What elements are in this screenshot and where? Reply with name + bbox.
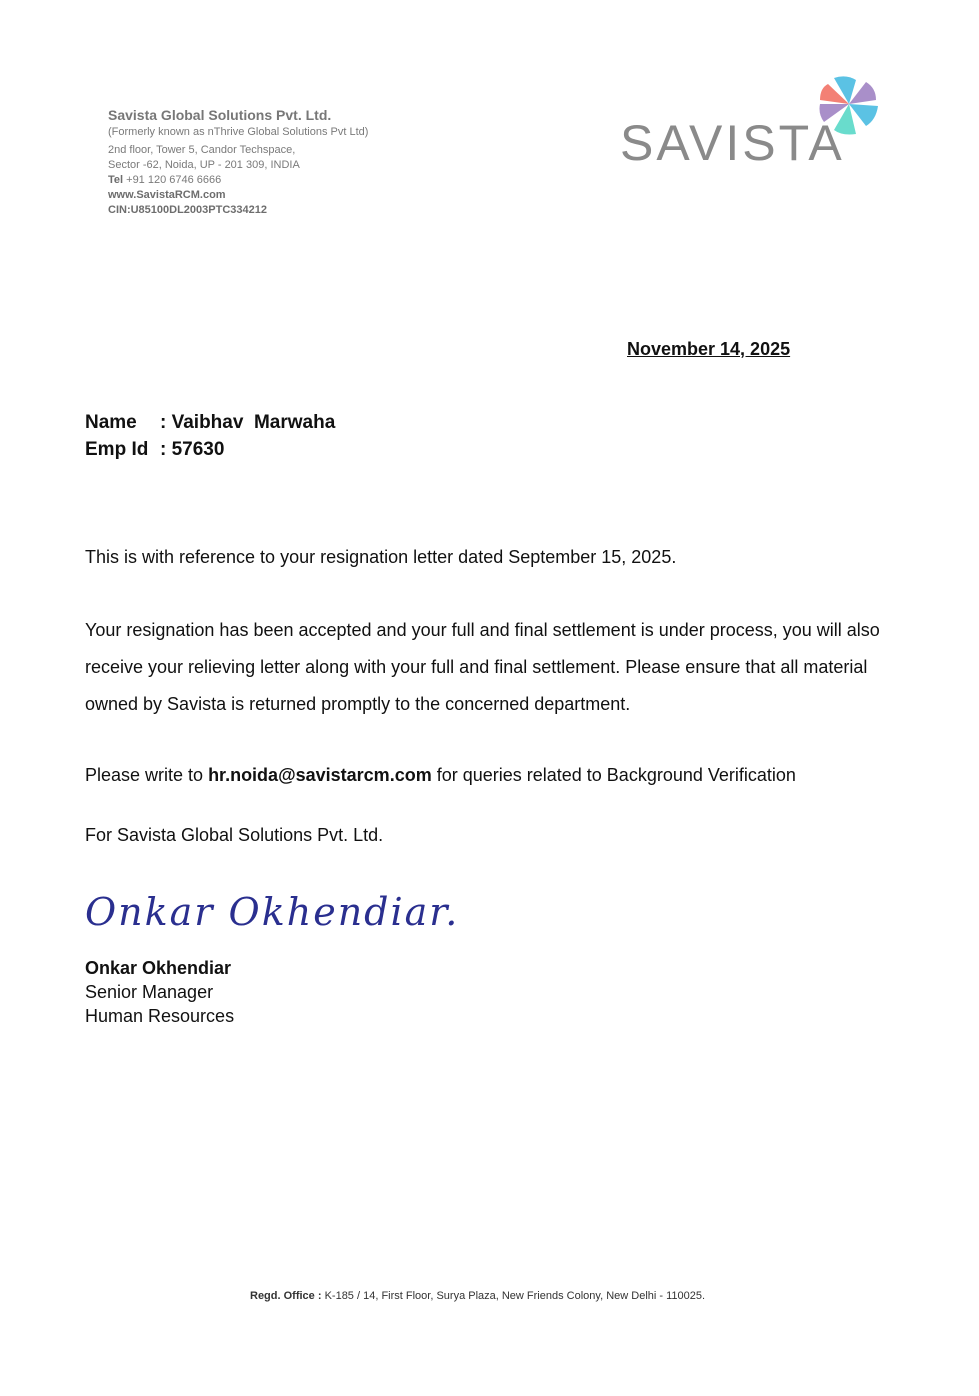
name-row (85, 409, 335, 436)
paragraph-reference: This is with reference to your resignation letter dated September 15, 2025. (85, 547, 677, 567)
name-label: Name (85, 412, 137, 433)
paragraph-contact (85, 757, 915, 794)
savista-logo (618, 74, 883, 174)
signatory (85, 956, 234, 1028)
signatory-department: Human Resources (85, 1006, 235, 1026)
emp-id-row (85, 436, 335, 463)
footer-address: K-185 / 14, First Floor, Surya Plaza, New Friends Colony, New Delhi - 110025. (321, 1290, 706, 1302)
tel-label: Tel (108, 174, 124, 186)
handwritten-signature: Onkar Okhendiar. (85, 890, 460, 934)
address-line-1: 2nd floor, Tower 5, Candor Techspace, (108, 144, 296, 156)
address-line-2: Sector -62, Noida, UP - 201 309, INDIA (108, 159, 300, 171)
employee-id: : 57630 (160, 439, 225, 460)
signatory-title: Senior Manager (85, 982, 214, 1002)
emp-id-label: Emp Id (85, 439, 149, 460)
letter-date: November 14, 2025 (627, 339, 791, 359)
contact-post: for queries related to Background Verification (431, 765, 796, 785)
registered-office-footer (250, 1290, 705, 1302)
signatory-name: Onkar Okhendiar (85, 958, 232, 978)
recipient-details (85, 409, 335, 463)
telephone (108, 173, 368, 188)
closing-line: For Savista Global Solutions Pvt. Ltd. (85, 825, 384, 845)
company-name: Savista Global Solutions Pvt. Ltd. (108, 107, 332, 123)
letterhead-address (108, 105, 368, 218)
contact-pre: Please write to (85, 765, 209, 785)
logo-wordmark: SAVISTA (620, 115, 845, 171)
website: www.SavistaRCM.com (108, 189, 226, 201)
tel-number: +91 120 6746 6666 (126, 174, 222, 186)
footer-label: Regd. Office : (250, 1290, 322, 1302)
paragraph-acceptance: Your resignation has been accepted and your full and final settlement is under process, you will also receive your relieving letter along with your full and final settlement. Please ensure that all material owned by Savista is returned promptly to the concerned department. (85, 620, 880, 714)
formerly-known: (Formerly known as nThrive Global Solutions Pvt Ltd) (108, 126, 369, 138)
cin-number: CIN:U85100DL2003PTC334212 (108, 204, 267, 216)
employee-name: : Vaibhav Marwaha (160, 412, 336, 433)
hr-email: hr.noida@savistarcm.com (208, 765, 432, 785)
